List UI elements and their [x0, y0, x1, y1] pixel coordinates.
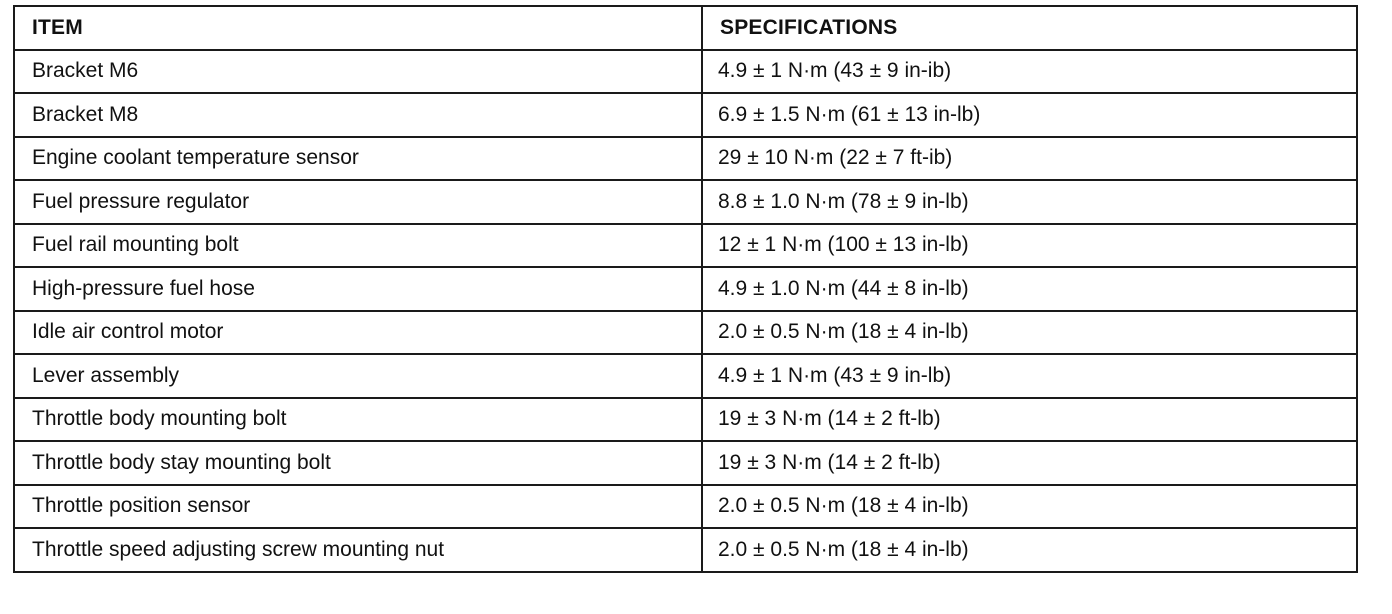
table-row [14, 485, 1357, 529]
table-row [14, 93, 1357, 137]
spec-cell: 4.9 ± 1 N·m (43 ± 9 in-lb) [702, 354, 1357, 398]
item-cell: Throttle body mounting bolt [14, 398, 702, 442]
item-cell: Fuel rail mounting bolt [14, 224, 702, 268]
spec-cell: 4.9 ± 1.0 N·m (44 ± 8 in-lb) [702, 267, 1357, 311]
item-cell: Throttle position sensor [14, 485, 702, 529]
column-header-item: ITEM [14, 6, 702, 50]
table-row [14, 354, 1357, 398]
table-row [14, 50, 1357, 94]
table-row [14, 311, 1357, 355]
item-cell: Fuel pressure regulator [14, 180, 702, 224]
item-cell: Idle air control motor [14, 311, 702, 355]
table-row [14, 180, 1357, 224]
item-cell: Throttle speed adjusting screw mounting nut [14, 528, 702, 572]
item-cell: Bracket M8 [14, 93, 702, 137]
spec-cell: 6.9 ± 1.5 N·m (61 ± 13 in-lb) [702, 93, 1357, 137]
spec-cell: 2.0 ± 0.5 N·m (18 ± 4 in-lb) [702, 485, 1357, 529]
spec-cell: 4.9 ± 1 N·m (43 ± 9 in-ib) [702, 50, 1357, 94]
table-row [14, 528, 1357, 572]
item-cell: Throttle body stay mounting bolt [14, 441, 702, 485]
column-header-specifications: SPECIFICATIONS [702, 6, 1357, 50]
spec-cell: 19 ± 3 N·m (14 ± 2 ft-lb) [702, 441, 1357, 485]
table-header-row [14, 6, 1357, 50]
spec-cell: 19 ± 3 N·m (14 ± 2 ft-lb) [702, 398, 1357, 442]
spec-cell: 2.0 ± 0.5 N·m (18 ± 4 in-lb) [702, 311, 1357, 355]
table-row [14, 267, 1357, 311]
specifications-table [13, 5, 1358, 573]
spec-cell: 29 ± 10 N·m (22 ± 7 ft-ib) [702, 137, 1357, 181]
table-row [14, 441, 1357, 485]
spec-cell: 8.8 ± 1.0 N·m (78 ± 9 in-lb) [702, 180, 1357, 224]
table-row [14, 137, 1357, 181]
item-cell: Bracket M6 [14, 50, 702, 94]
item-cell: Engine coolant temperature sensor [14, 137, 702, 181]
table-row [14, 398, 1357, 442]
item-cell: Lever assembly [14, 354, 702, 398]
spec-cell: 12 ± 1 N·m (100 ± 13 in-lb) [702, 224, 1357, 268]
item-cell: High-pressure fuel hose [14, 267, 702, 311]
table-row [14, 224, 1357, 268]
spec-cell: 2.0 ± 0.5 N·m (18 ± 4 in-lb) [702, 528, 1357, 572]
